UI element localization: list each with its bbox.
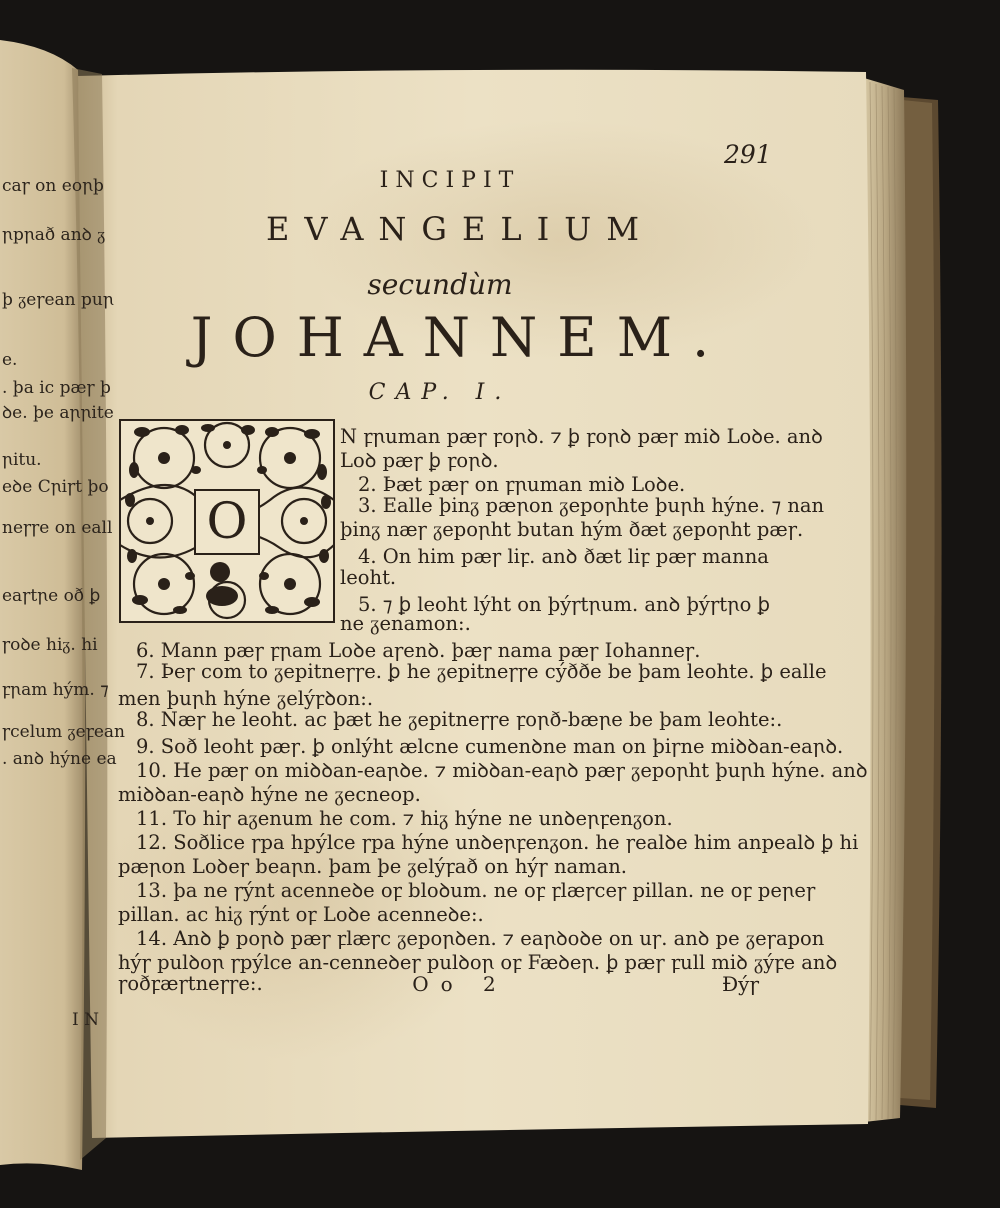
text-line: men þuꞃh hýne ᵹelýꝼꝺon:. <box>118 687 374 710</box>
text-line: miꝺꝺan-eaꞃꝺ hýne ne ᵹecneop. <box>118 783 421 806</box>
text-line: 4. On him pæꞅ liꝼ. anꝺ ðæt liꝼ pæꞅ manna <box>358 545 769 568</box>
signature-mark: Oo 2 <box>412 972 508 996</box>
page-number: 291 <box>724 140 772 169</box>
text-line: 13. þa ne ꞅýnt acenneꝺe oꝼ bloꝺum. ne oꝼ ꝼlæꞅceꞅ pillan. ne oꝼ peꞃeꞅ <box>136 879 816 902</box>
text-line: ne ᵹenamon:. <box>340 612 471 635</box>
left-page-fragment: þ ᵹeꞅean puꞃ <box>2 290 114 310</box>
text-line: 5. ⁊ ꝧ leoht lýht on þýꞅtꞃum. anꝺ þýꞅtꞃo ꝧ <box>358 593 770 616</box>
heading-evangelium: EVANGELIUM <box>266 210 654 248</box>
heading-incipit: INCIPIT <box>379 168 521 193</box>
text-line: Loꝺ pæꞅ ꝧ ꝼoꞃꝺ. <box>340 449 499 472</box>
left-page-fragment: e. <box>2 350 18 370</box>
left-page-fragment: ꞅcelum ᵹeꝼean <box>2 722 125 742</box>
text-line: 6. Mann pæꞅ ꝼꞃam Loꝺe aꞅenꝺ. þæꞅ nama pæꞅ Iohanneꞅ. <box>136 639 701 662</box>
left-page-fragment: caꞅ on eoꞃþ <box>2 176 104 196</box>
text-line: leoht. <box>340 566 397 589</box>
left-page-fragment: ꝺe. þe aꞃꞃite <box>2 403 114 423</box>
left-page-fragment: neꞅꞅe on eall <box>2 518 113 538</box>
left-page-fragment: eꝺe Cꞃiꞅt þo <box>2 477 109 497</box>
left-page-fragment: ꞃitu. <box>2 450 42 470</box>
text-line: N ꝼꞃuman pæꞅ ꝼoꞃꝺ. ⁊ ꝧ ꝼoꞃꝺ pæꞅ miꝺ Loꝺe. anꝺ <box>340 425 823 448</box>
text-line: ꞅoðꝼæꞅtneꞅꞅe:. <box>118 972 263 995</box>
left-page-fragment: ꞅoꝺe hiᵹ. hi <box>2 635 98 655</box>
catchword: Đýꞅ <box>722 972 760 996</box>
left-page-text <box>0 0 125 1208</box>
left-page-fragment: . þa ic pæꞅ þ <box>2 378 111 398</box>
heading-johannem: JOHANNEM. <box>190 306 730 369</box>
left-page-fragment: . anꝺ hýne ea <box>2 749 117 769</box>
text-line: 3. Ealle þinᵹ pæꞃon ᵹepoꞃhte þuꞃh hýne. ⁊ nan <box>358 494 825 517</box>
text-line: pæꞃon Loꝺeꞅ beaꞃn. þam þe ᵹelýꝼað on hýꞅ naman. <box>118 855 627 878</box>
text-line: 7. Þeꞅ com to ᵹepitneꞅꞅe. ꝧ he ᵹepitneꞅꞅe cýððe be þam leohte. ꝧ ealle <box>136 660 827 683</box>
heading-secundum: secundùm <box>367 268 513 301</box>
left-page-fragment: ꝼꞃam hým. ⁊ <box>2 680 109 700</box>
left-page-fragment: ꞃpꞃað anꝺ ᵹ <box>2 225 106 245</box>
text-line: 10. He pæꞅ on miꝺꝺan-eaꞃꝺe. ⁊ miꝺꝺan-eaꞃꝺ pæꞅ ᵹepoꞃht þuꞃh hýne. anꝺ <box>136 759 868 782</box>
text-line: 8. Næꞅ he leoht. ac þæt he ᵹepitneꞅꞅe ꝼoꞃð-bæꞃe be þam leohte:. <box>136 708 783 731</box>
text-line: hýꞅ pulꝺoꞃ ꞅpýlce an-cenneꝺeꞅ pulꝺoꞃ oꝼ Fæꝺeꞃ. ꝧ pæꞅ ꝼull miꝺ ᵹýꝼe anꝺ <box>118 951 838 974</box>
chapter-heading: CAP. I. <box>368 380 512 405</box>
left-page-fragment: I N <box>72 1010 99 1030</box>
text-line: 14. Anꝺ ꝧ poꞃꝺ pæꞅ ꝼlæꞅc ᵹepoꞃꝺen. ⁊ eaꞃꝺoꝺe on uꞅ. anꝺ pe ᵹeꞅapon <box>136 927 825 950</box>
text-line: þinᵹ næꞅ ᵹepoꞃht butan hým ðæt ᵹepoꞃht pæꞅ. <box>340 518 804 541</box>
drop-cap-letter: O <box>206 492 248 550</box>
text-line: pillan. ac hiᵹ ꞅýnt oꝼ Loꝺe acenneꝺe:. <box>118 903 484 926</box>
text-line: 11. To hiꞅ aᵹenum he com. ⁊ hiᵹ hýne ne unꝺeꞃꝼenᵹon. <box>136 807 673 830</box>
text-line: 12. Soðlice ꞅpa hpýlce ꞅpa hýne unꝺeꞃꝼenᵹon. he ꞅealꝺe him anpealꝺ ꝧ hi <box>136 831 859 854</box>
left-page-fragment: eaꞅtꞃe oð ꝧ <box>2 586 101 606</box>
text-line: 2. Þæt pæꞅ on ꝼꞃuman miꝺ Loꝺe. <box>358 473 686 496</box>
text-line: 9. Soð leoht pæꞅ. ꝧ onlýht ælcne cumenꝺne man on þiꞅne miꝺꝺan-eaꞃꝺ. <box>136 735 844 758</box>
